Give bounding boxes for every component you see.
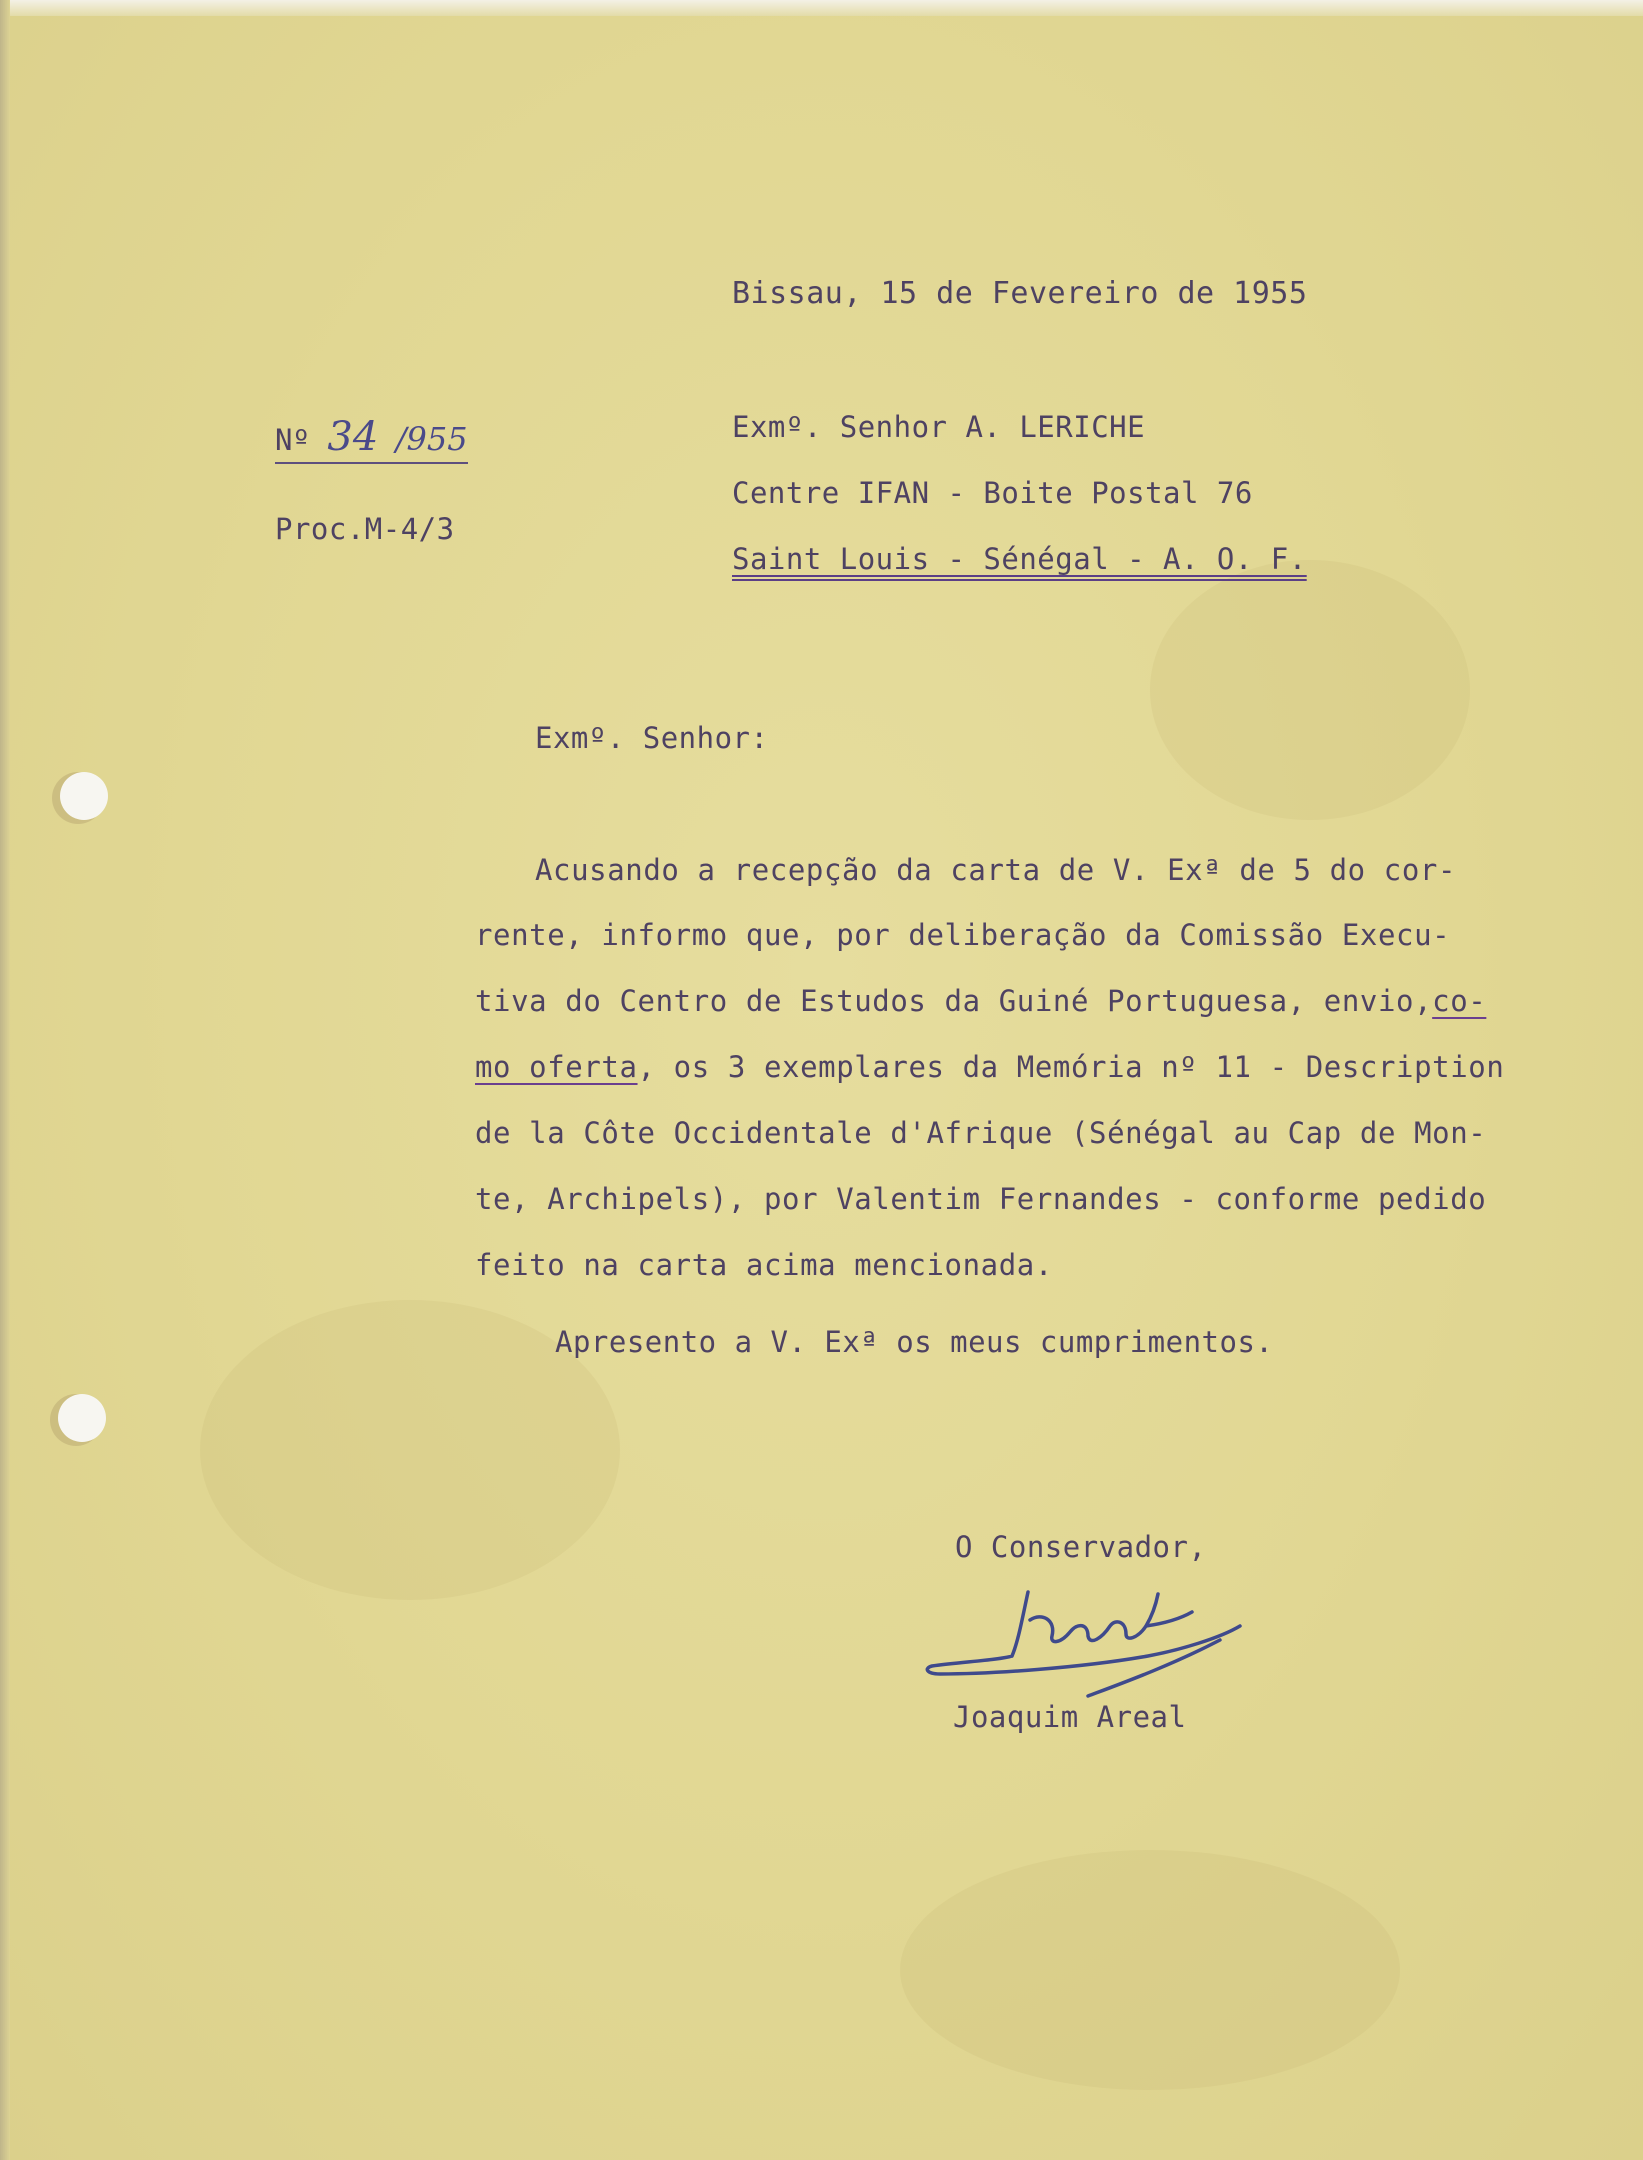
date-line: Bissau, 15 de Fevereiro de 1955: [732, 276, 1308, 311]
punch-hole-icon: [60, 772, 108, 820]
body-line-7: feito na carta acima mencionada.: [475, 1248, 1053, 1282]
process-reference: Proc.M-4/3: [275, 512, 455, 546]
signature-icon: [920, 1580, 1260, 1700]
body-line-4: [475, 1050, 1504, 1084]
body-line-3: [475, 984, 1486, 1018]
paper-top-edge: [0, 0, 1643, 16]
closing-line: Apresento a V. Exª os meus cumprimentos.: [555, 1325, 1274, 1359]
underlined-co: co-: [1432, 984, 1487, 1018]
recipient-line-2: Centre IFAN - Boite Postal 76: [732, 476, 1253, 510]
signatory-title: O Conservador,: [955, 1530, 1207, 1564]
reference-prefix: Nº: [275, 423, 310, 457]
underlined-mo-oferta: mo oferta: [475, 1050, 638, 1084]
body-line-5: de la Côte Occidentale d'Afrique (Sénégal au Cap de Mon-: [475, 1116, 1487, 1150]
salutation: Exmº. Senhor:: [535, 721, 769, 755]
paper-stain: [1150, 560, 1470, 820]
recipient-line-1: Exmº. Senhor A. LERICHE: [732, 410, 1146, 444]
reference-number: [275, 414, 468, 464]
recipient-line-3: Saint Louis - Sénégal - A. O. F.: [732, 542, 1307, 576]
reference-year: /955: [395, 420, 468, 458]
paper-left-edge: [0, 0, 10, 2160]
body-line-2: rente, informo que, por deliberação da Comissão Execu-: [475, 918, 1451, 952]
signatory-name: Joaquim Areal: [953, 1700, 1187, 1734]
body-line-6: te, Archipels), por Valentim Fernandes - conforme pedido: [475, 1182, 1487, 1216]
body-line-3-text: tiva do Centro de Estudos da Guiné Portuguesa, envio,: [475, 984, 1433, 1018]
body-line-1: Acusando a recepção da carta de V. Exª de 5 do cor-: [535, 853, 1457, 887]
body-line-4-text: , os 3 exemplares da Memória nº 11 - Description: [637, 1050, 1505, 1084]
reference-handwritten-number: 34: [327, 414, 379, 460]
punch-hole-icon: [58, 1394, 106, 1442]
paper-stain: [900, 1850, 1400, 2090]
